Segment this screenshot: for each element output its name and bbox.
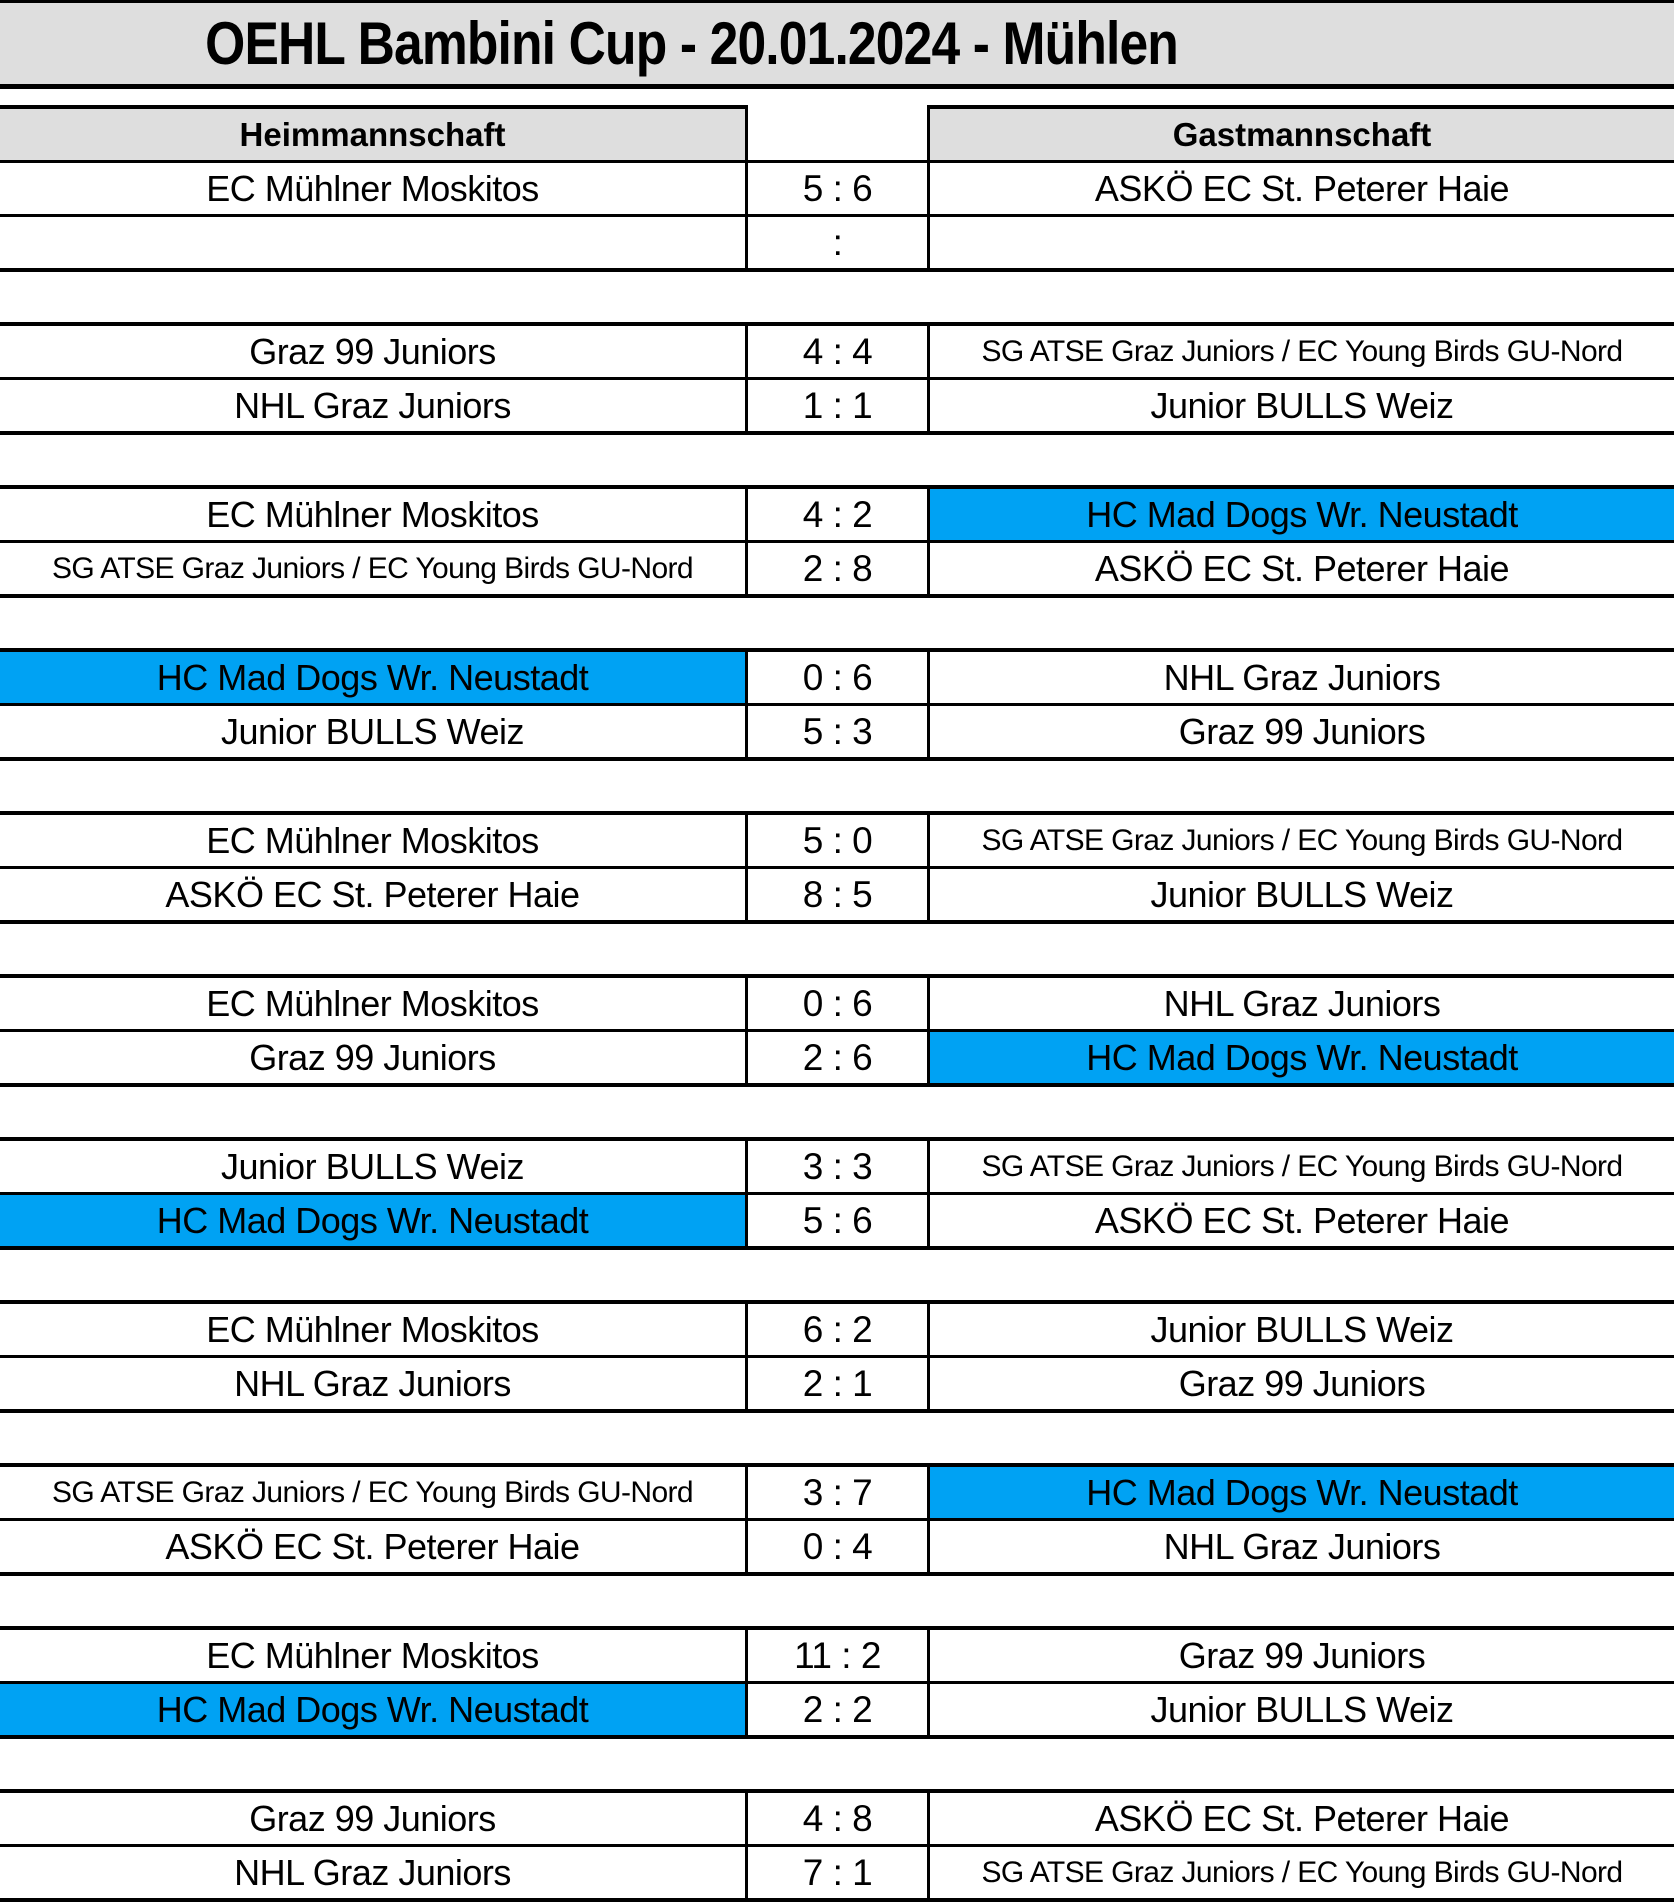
group-spacer	[0, 924, 1674, 974]
results-table	[0, 105, 1674, 1902]
match-group	[0, 105, 1674, 272]
score-cell: 7 : 1	[745, 1847, 930, 1898]
score-cell: 5 : 6	[745, 163, 930, 214]
group-spacer	[0, 1576, 1674, 1626]
guest-team-cell: ASKÖ EC St. Peterer Haie	[1094, 547, 1510, 589]
match-row	[0, 815, 1674, 866]
match-group	[0, 811, 1674, 924]
guest-team-cell: Junior BULLS Weiz	[1150, 873, 1454, 915]
score-cell: 11 : 2	[745, 1630, 930, 1681]
page-title: OEHL Bambini Cup - 20.01.2024 - Mühlen	[205, 10, 1179, 77]
match-row	[0, 978, 1674, 1029]
score-cell: 0 : 4	[745, 1521, 930, 1572]
guest-team-cell: NHL Graz Juniors	[1163, 982, 1441, 1024]
score-cell: 2 : 1	[745, 1358, 930, 1409]
guest-team-cell: SG ATSE Graz Juniors / EC Young Birds GU-Nord	[981, 1149, 1623, 1183]
guest-team-cell: ASKÖ EC St. Peterer Haie	[1094, 1797, 1510, 1839]
match-group	[0, 974, 1674, 1087]
title-bar	[0, 0, 1674, 89]
guest-team-cell: Junior BULLS Weiz	[1150, 384, 1454, 426]
home-team-cell: HC Mad Dogs Wr. Neustadt	[0, 652, 745, 703]
home-team-cell: EC Mühlner Moskitos	[206, 1308, 539, 1350]
match-row	[0, 1793, 1674, 1844]
home-team-cell: HC Mad Dogs Wr. Neustadt	[0, 1195, 745, 1246]
guest-team-cell: HC Mad Dogs Wr. Neustadt	[930, 489, 1674, 540]
match-group	[0, 1789, 1674, 1902]
home-team-cell: EC Mühlner Moskitos	[206, 819, 539, 861]
group-spacer	[0, 1739, 1674, 1789]
match-row	[0, 1467, 1674, 1518]
match-row	[0, 377, 1674, 431]
header-home-team-column: Heimmannschaft	[0, 105, 745, 160]
match-group	[0, 1463, 1674, 1576]
home-team-cell: ASKÖ EC St. Peterer Haie	[165, 873, 580, 915]
home-team-cell: Graz 99 Juniors	[249, 1036, 496, 1078]
match-row	[0, 1141, 1674, 1192]
score-cell: :	[745, 217, 930, 268]
score-cell: 0 : 6	[745, 978, 930, 1029]
match-row	[0, 1304, 1674, 1355]
guest-team-cell: Graz 99 Juniors	[1178, 1634, 1426, 1676]
match-group	[0, 1626, 1674, 1739]
home-team-cell: SG ATSE Graz Juniors / EC Young Birds GU-Nord	[51, 551, 694, 585]
home-team-cell: Junior BULLS Weiz	[221, 710, 524, 752]
header-score-spacer	[745, 105, 930, 160]
guest-team-cell: NHL Graz Juniors	[1163, 1525, 1441, 1567]
score-cell: 5 : 6	[745, 1195, 930, 1246]
score-cell: 4 : 2	[745, 489, 930, 540]
home-team-cell: EC Mühlner Moskitos	[206, 493, 539, 535]
match-row	[0, 1518, 1674, 1572]
score-cell: 3 : 7	[745, 1467, 930, 1518]
score-cell: 5 : 3	[745, 706, 930, 757]
score-cell: 5 : 0	[745, 815, 930, 866]
table-header-row	[0, 105, 1674, 160]
score-cell: 4 : 8	[745, 1793, 930, 1844]
guest-team-cell: Junior BULLS Weiz	[1150, 1308, 1454, 1350]
home-team-cell	[0, 217, 745, 268]
group-spacer	[0, 1250, 1674, 1300]
group-spacer	[0, 1087, 1674, 1137]
guest-team-cell: ASKÖ EC St. Peterer Haie	[1094, 1199, 1510, 1241]
match-row	[0, 1355, 1674, 1409]
match-row	[0, 652, 1674, 703]
match-group	[0, 648, 1674, 761]
guest-team-cell: HC Mad Dogs Wr. Neustadt	[930, 1467, 1674, 1518]
match-group	[0, 322, 1674, 435]
score-cell: 6 : 2	[745, 1304, 930, 1355]
home-team-cell: Graz 99 Juniors	[249, 1797, 496, 1839]
match-row	[0, 1630, 1674, 1681]
match-row	[0, 1844, 1674, 1898]
guest-team-cell: NHL Graz Juniors	[1163, 656, 1441, 698]
match-group	[0, 1137, 1674, 1250]
guest-team-cell	[930, 217, 1674, 268]
group-spacer	[0, 435, 1674, 485]
match-row	[0, 1681, 1674, 1735]
match-row	[0, 1192, 1674, 1246]
home-team-cell: Graz 99 Juniors	[249, 330, 496, 372]
guest-team-cell: SG ATSE Graz Juniors / EC Young Birds GU-Nord	[981, 334, 1623, 368]
home-team-cell: HC Mad Dogs Wr. Neustadt	[0, 1684, 745, 1735]
home-team-cell: SG ATSE Graz Juniors / EC Young Birds GU-Nord	[51, 1475, 694, 1509]
match-row	[0, 866, 1674, 920]
guest-team-cell: SG ATSE Graz Juniors / EC Young Birds GU-Nord	[981, 1855, 1623, 1889]
score-cell: 2 : 2	[745, 1684, 930, 1735]
header-guest-team-column: Gastmannschaft	[930, 105, 1674, 160]
home-team-cell: ASKÖ EC St. Peterer Haie	[165, 1525, 580, 1567]
score-cell: 0 : 6	[745, 652, 930, 703]
match-row	[0, 489, 1674, 540]
score-cell: 3 : 3	[745, 1141, 930, 1192]
group-spacer	[0, 1413, 1674, 1463]
match-row	[0, 540, 1674, 594]
home-team-cell: NHL Graz Juniors	[234, 1362, 511, 1404]
match-group	[0, 1300, 1674, 1413]
guest-team-cell: HC Mad Dogs Wr. Neustadt	[930, 1032, 1674, 1083]
home-team-cell: EC Mühlner Moskitos	[206, 982, 539, 1024]
home-team-cell: NHL Graz Juniors	[234, 384, 511, 426]
group-spacer	[0, 598, 1674, 648]
home-team-cell: NHL Graz Juniors	[234, 1851, 511, 1893]
home-team-cell: Junior BULLS Weiz	[221, 1145, 524, 1187]
guest-team-cell: Graz 99 Juniors	[1178, 710, 1426, 752]
home-team-cell: EC Mühlner Moskitos	[206, 167, 539, 209]
guest-team-cell: ASKÖ EC St. Peterer Haie	[1094, 167, 1510, 209]
match-row	[0, 326, 1674, 377]
match-row	[0, 160, 1674, 214]
score-cell: 8 : 5	[745, 869, 930, 920]
score-cell: 2 : 6	[745, 1032, 930, 1083]
guest-team-cell: Junior BULLS Weiz	[1150, 1688, 1454, 1730]
score-cell: 1 : 1	[745, 380, 930, 431]
home-team-cell: EC Mühlner Moskitos	[206, 1634, 539, 1676]
match-row	[0, 1029, 1674, 1083]
score-cell: 2 : 8	[745, 543, 930, 594]
guest-team-cell: Graz 99 Juniors	[1178, 1362, 1426, 1404]
match-row	[0, 214, 1674, 268]
guest-team-cell: SG ATSE Graz Juniors / EC Young Birds GU-Nord	[981, 823, 1623, 857]
group-spacer	[0, 272, 1674, 322]
match-row	[0, 703, 1674, 757]
match-group	[0, 485, 1674, 598]
group-spacer	[0, 761, 1674, 811]
score-cell: 4 : 4	[745, 326, 930, 377]
